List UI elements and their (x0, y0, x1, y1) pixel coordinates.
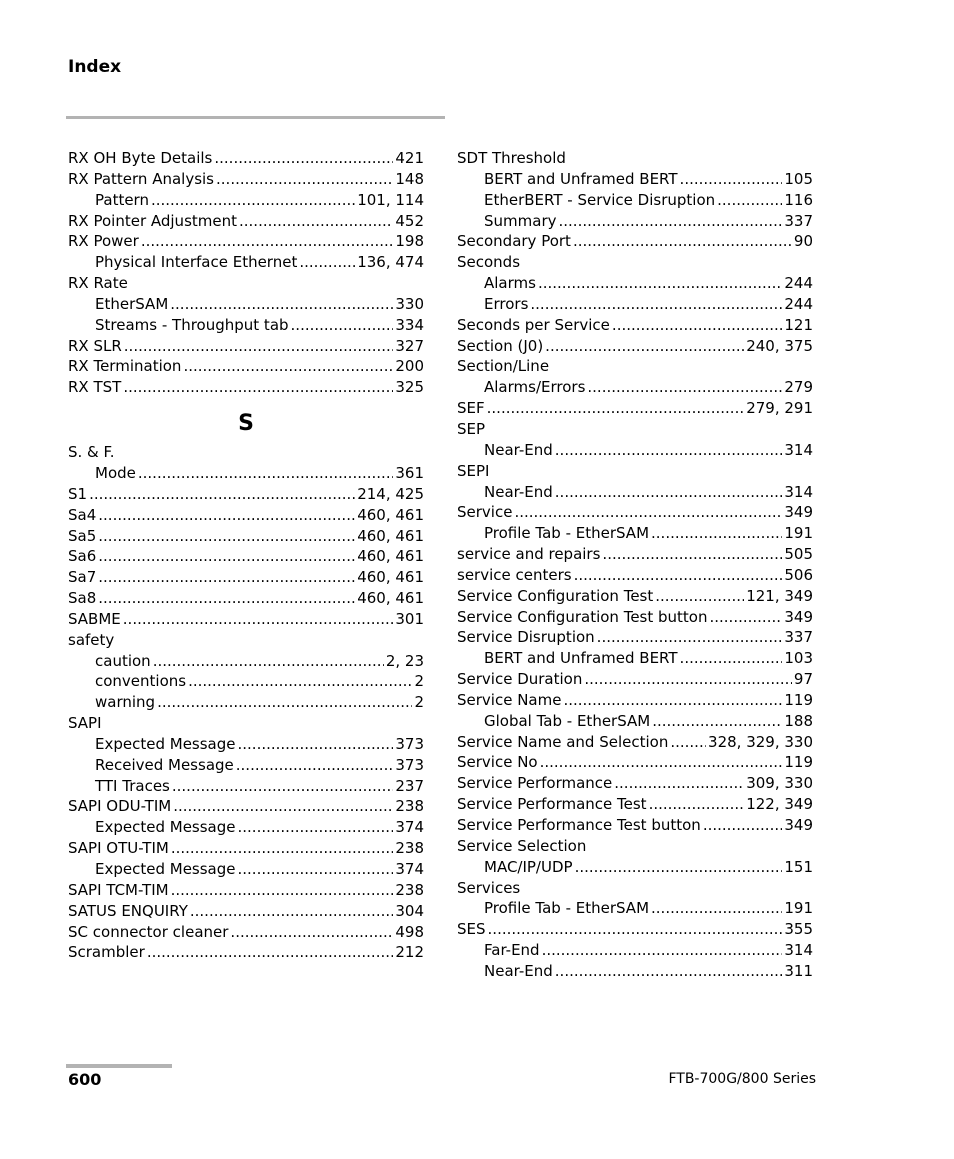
page-reference: 198 (395, 232, 424, 251)
page-reference: 309, 330 (746, 774, 813, 793)
index-term: Summary (484, 211, 557, 230)
dot-leader (153, 651, 384, 672)
index-entry (457, 627, 813, 648)
dot-leader (540, 752, 783, 773)
index-entry (457, 919, 813, 940)
index-term: warning (95, 693, 156, 712)
page-reference: 151 (784, 857, 813, 876)
dot-leader (709, 607, 782, 628)
header-rule (66, 116, 445, 119)
page-reference: 373 (395, 755, 424, 774)
section-letter: S (238, 411, 254, 437)
page-reference: 119 (784, 753, 813, 772)
dot-leader (655, 586, 744, 607)
index-term: Scrambler (68, 943, 145, 962)
dot-leader (171, 838, 394, 859)
page-reference: 279, 291 (746, 399, 813, 418)
index-entry (68, 880, 424, 901)
index-subentry (68, 651, 424, 672)
index-term: Errors (484, 294, 529, 313)
index-entry (457, 773, 813, 794)
dot-leader (141, 231, 394, 252)
page-reference: 330 (395, 294, 424, 313)
index-entry (68, 211, 424, 232)
page-reference: 2 (414, 693, 424, 712)
page-reference: 337 (784, 211, 813, 230)
page-reference: 244 (784, 274, 813, 293)
index-subentry (457, 273, 813, 294)
dot-leader (670, 732, 706, 753)
index-term: Far-End (484, 941, 540, 960)
footer-rule (66, 1064, 172, 1068)
index-term: Sa7 (68, 568, 97, 587)
page-reference: 121 (784, 315, 813, 334)
index-entry (457, 878, 813, 899)
index-term: Profile Tab - EtherSAM (484, 524, 650, 543)
index-term: SAPI OTU-TIM (68, 839, 169, 858)
dot-leader (151, 190, 355, 211)
index-term: RX OH Byte Details (68, 149, 213, 167)
index-term: Global Tab - EtherSAM (484, 711, 651, 730)
dot-leader (230, 922, 393, 943)
page-reference: 328, 329, 330 (708, 732, 813, 751)
index-term: Physical Interface Ethernet (95, 253, 298, 272)
index-term: SAPI TCM-TIM (68, 880, 169, 899)
index-term: Near-End (484, 440, 553, 459)
page-reference: 452 (395, 211, 424, 230)
dot-leader (612, 315, 782, 336)
index-term: Near-End (484, 961, 553, 980)
dot-leader (488, 919, 783, 940)
page-reference: 240, 375 (746, 336, 813, 355)
index-subentry (68, 776, 424, 797)
index-entry (457, 398, 813, 419)
index-term: conventions (95, 672, 187, 691)
index-term: SEPI (457, 461, 490, 480)
page-reference: 373 (395, 734, 424, 753)
index-subentry (68, 315, 424, 336)
page-heading: Index (68, 57, 122, 77)
page-reference: 200 (395, 357, 424, 376)
index-entry (457, 502, 813, 523)
index-subentry (457, 648, 813, 669)
index-term: Service Performance (457, 774, 613, 793)
index-entry (457, 544, 813, 565)
index-entry (68, 148, 424, 169)
index-term: Section (J0) (457, 336, 544, 355)
index-column-left (68, 148, 424, 963)
index-entry (68, 442, 424, 463)
dot-leader (703, 815, 783, 836)
index-entry (68, 588, 424, 609)
index-term: Service Name and Selection (457, 732, 669, 751)
index-term: SAPI (68, 714, 102, 733)
page-reference: 279 (784, 378, 813, 397)
page-reference: 103 (784, 649, 813, 668)
index-subentry (68, 755, 424, 776)
page-reference: 119 (784, 690, 813, 709)
page-reference: 374 (395, 860, 424, 878)
dot-leader (173, 796, 393, 817)
product-series: FTB-700G/800 Series (668, 1071, 816, 1087)
index-entry (457, 690, 813, 711)
page-reference: 460, 461 (357, 526, 424, 545)
index-term: service centers (457, 565, 572, 584)
index-entry (457, 794, 813, 815)
index-term: Alarms (484, 274, 536, 293)
index-term: SABME (68, 609, 121, 628)
dot-leader (559, 211, 783, 232)
index-entry (68, 796, 424, 817)
index-term: Seconds per Service (457, 315, 610, 334)
index-entry (68, 838, 424, 859)
dot-leader (98, 546, 355, 567)
page-reference: 421 (395, 149, 424, 167)
dot-leader (291, 315, 394, 336)
index-term: Alarms/Errors (484, 378, 586, 397)
dot-leader (542, 940, 783, 961)
index-term: Sa8 (68, 589, 97, 608)
index-entry (68, 922, 424, 943)
index-term: EtherBERT - Service Disruption (484, 190, 716, 209)
page-reference: 361 (395, 463, 424, 482)
index-term: Service (457, 503, 513, 522)
dot-leader (214, 148, 393, 169)
index-subentry (68, 734, 424, 755)
index-subentry (68, 190, 424, 211)
page-reference: 136, 474 (357, 253, 424, 272)
index-term: RX Termination (68, 357, 182, 376)
page-reference: 122, 349 (746, 795, 813, 814)
dot-leader (123, 609, 394, 630)
page-reference: 244 (784, 294, 813, 313)
index-term: Expected Message (95, 860, 236, 878)
index-term: RX SLR (68, 336, 122, 355)
index-term: BERT and Unframed BERT (484, 649, 678, 668)
index-entry (457, 461, 813, 482)
dot-leader (98, 588, 355, 609)
dot-leader (89, 484, 355, 505)
index-term: Streams - Throughput tab (95, 315, 289, 334)
page-reference: 237 (395, 776, 424, 795)
dot-leader (555, 961, 783, 982)
page-reference: 188 (784, 711, 813, 730)
page-reference: 238 (395, 880, 424, 899)
dot-leader (651, 523, 782, 544)
index-term: MAC/IP/UDP (484, 857, 573, 876)
index-term: Near-End (484, 482, 553, 501)
page-reference: 460, 461 (357, 547, 424, 566)
index-subentry (457, 898, 813, 919)
dot-leader (188, 671, 412, 692)
page-reference: 212 (395, 943, 424, 962)
page-reference: 101, 114 (357, 190, 424, 209)
index-entry (68, 630, 424, 651)
page-reference: 460, 461 (357, 505, 424, 524)
dot-leader (138, 463, 393, 484)
index-term: RX TST (68, 378, 122, 397)
index-term: Service No (457, 753, 538, 772)
page-reference: 505 (784, 545, 813, 564)
dot-leader (573, 231, 792, 252)
dot-leader (514, 502, 782, 523)
index-entry (68, 567, 424, 588)
index-entry (68, 169, 424, 190)
page-reference: 314 (784, 482, 813, 501)
index-subentry (68, 859, 424, 880)
index-subentry (68, 671, 424, 692)
index-term: S1 (68, 484, 88, 503)
index-term: RX Rate (68, 274, 128, 293)
index-term: Service Performance Test (457, 795, 647, 814)
dot-leader (680, 169, 783, 190)
page-reference: 304 (395, 901, 424, 920)
index-entry (68, 609, 424, 630)
index-term: Sa5 (68, 526, 97, 545)
index-term: Seconds (457, 253, 521, 272)
index-subentry (68, 252, 424, 273)
page-reference: 97 (793, 670, 813, 689)
index-term: Sa6 (68, 547, 97, 566)
index-entry (457, 356, 813, 377)
page-reference: 301 (395, 609, 424, 628)
index-term: Pattern (95, 190, 149, 209)
index-entry (68, 942, 424, 963)
index-term: Service Configuration Test button (457, 607, 708, 626)
index-subentry (457, 940, 813, 961)
dot-leader (538, 273, 782, 294)
index-subentry (68, 692, 424, 713)
dot-leader (190, 901, 393, 922)
page-reference: 460, 461 (357, 589, 424, 608)
index-subentry (457, 961, 813, 982)
index-term: SDT Threshold (457, 149, 566, 167)
index-subentry (457, 169, 813, 190)
index-entry (68, 546, 424, 567)
index-term: BERT and Unframed BERT (484, 169, 678, 188)
index-subentry (457, 523, 813, 544)
dot-leader (487, 398, 745, 419)
index-term: SAPI ODU-TIM (68, 797, 172, 816)
index-entry (457, 148, 813, 169)
index-subentry (457, 294, 813, 315)
index-entry (68, 505, 424, 526)
dot-leader (239, 211, 393, 232)
index-entry (457, 419, 813, 440)
index-subentry (457, 857, 813, 878)
index-term: Section/Line (457, 357, 550, 376)
index-term: SES (457, 920, 486, 939)
dot-leader (680, 648, 783, 669)
index-term: safety (68, 630, 115, 649)
dot-leader (614, 773, 744, 794)
index-term: SC connector cleaner (68, 922, 229, 941)
index-entry (68, 526, 424, 547)
dot-leader (649, 794, 745, 815)
index-term: RX Power (68, 232, 139, 251)
page-reference: 349 (784, 503, 813, 522)
index-term: Service Duration (457, 670, 583, 689)
dot-leader (530, 294, 782, 315)
dot-leader (299, 252, 355, 273)
dot-leader (575, 857, 783, 878)
page-reference: 105 (784, 169, 813, 188)
page-reference: 355 (784, 920, 813, 939)
page-reference: 337 (784, 628, 813, 647)
index-term: Secondary Port (457, 232, 571, 251)
dot-leader (123, 377, 393, 398)
index-subentry (457, 711, 813, 732)
dot-leader (238, 859, 394, 880)
page-reference: 374 (395, 818, 424, 837)
index-term: Service Disruption (457, 628, 595, 647)
page-reference: 334 (395, 315, 424, 334)
index-term: Service Performance Test button (457, 816, 701, 834)
index-entry (457, 252, 813, 273)
page-reference: 314 (784, 941, 813, 960)
dot-leader (238, 734, 394, 755)
index-term: Sa4 (68, 505, 97, 524)
index-term: caution (95, 651, 151, 670)
index-subentry (68, 817, 424, 838)
page-reference: 498 (395, 922, 424, 941)
index-column-right (457, 148, 813, 982)
page-reference: 325 (395, 378, 424, 397)
index-entry (457, 836, 813, 857)
dot-leader (545, 336, 744, 357)
index-term: Expected Message (95, 734, 236, 753)
index-entry (457, 732, 813, 753)
index-term: Service Configuration Test (457, 586, 654, 605)
page-reference: 349 (784, 816, 813, 834)
page-reference: 314 (784, 440, 813, 459)
dot-leader (124, 336, 394, 357)
dot-leader (602, 544, 782, 565)
page-reference: 90 (793, 232, 813, 251)
index-entry (457, 336, 813, 357)
index-entry (68, 356, 424, 377)
dot-leader (555, 482, 783, 503)
index-term: Service Selection (457, 836, 587, 855)
dot-leader (147, 942, 394, 963)
index-term: Expected Message (95, 818, 236, 837)
dot-leader (236, 755, 394, 776)
dot-leader (555, 440, 783, 461)
page-reference: 238 (395, 839, 424, 858)
dot-leader (651, 898, 782, 919)
dot-leader (584, 669, 792, 690)
dot-leader (98, 505, 355, 526)
dot-leader (574, 565, 783, 586)
dot-leader (98, 567, 355, 588)
page-reference: 327 (395, 336, 424, 355)
page-reference: 2, 23 (385, 651, 424, 670)
index-entry (68, 273, 424, 294)
index-subentry (457, 190, 813, 211)
dot-leader (183, 356, 393, 377)
index-subentry (457, 211, 813, 232)
index-entry (457, 565, 813, 586)
page-reference: 191 (784, 899, 813, 918)
dot-leader (172, 776, 393, 797)
index-entry (457, 586, 813, 607)
dot-leader (652, 711, 782, 732)
index-term: RX Pointer Adjustment (68, 211, 237, 230)
index-term: Profile Tab - EtherSAM (484, 899, 650, 918)
page-reference: 2 (414, 672, 424, 691)
page-reference: 238 (395, 797, 424, 816)
index-term: Services (457, 878, 521, 897)
index-term: RX Pattern Analysis (68, 169, 215, 188)
index-entry (68, 336, 424, 357)
index-entry (457, 231, 813, 252)
index-term: Mode (95, 463, 136, 482)
dot-leader (170, 294, 393, 315)
page-reference: 460, 461 (357, 568, 424, 587)
dot-leader (98, 526, 355, 547)
index-subentry (68, 463, 424, 484)
dot-leader (238, 817, 394, 838)
index-entry (68, 484, 424, 505)
index-term: EtherSAM (95, 294, 169, 313)
dot-leader (171, 880, 394, 901)
index-term: SEP (457, 419, 486, 438)
page-reference: 214, 425 (357, 484, 424, 503)
page-reference: 116 (784, 190, 813, 209)
page-number: 600 (68, 1070, 102, 1089)
index-entry (457, 752, 813, 773)
index-entry (457, 669, 813, 690)
index-term: SEF (457, 399, 485, 418)
index-term: Service Name (457, 690, 562, 709)
index-entry (68, 713, 424, 734)
index-entry (68, 231, 424, 252)
index-entry (457, 607, 813, 628)
index-term: S. & F. (68, 443, 115, 462)
index-term: SATUS ENQUIRY (68, 901, 188, 920)
dot-leader (563, 690, 782, 711)
index-subentry (457, 377, 813, 398)
page-reference: 349 (784, 607, 813, 626)
dot-leader (587, 377, 782, 398)
dot-leader (717, 190, 782, 211)
index-subentry (68, 294, 424, 315)
index-subentry (457, 482, 813, 503)
page-reference: 121, 349 (746, 586, 813, 605)
index-subentry (457, 440, 813, 461)
index-entry (68, 377, 424, 398)
index-term: Received Message (95, 755, 234, 774)
index-term: TTI Traces (95, 776, 170, 795)
dot-leader (157, 692, 412, 713)
page-reference: 191 (784, 524, 813, 543)
page-reference: 506 (784, 565, 813, 584)
index-entry (457, 315, 813, 336)
page-reference: 148 (395, 169, 424, 188)
index-term: service and repairs (457, 545, 601, 564)
dot-leader (216, 169, 393, 190)
index-entry (68, 901, 424, 922)
dot-leader (597, 627, 783, 648)
index-entry (457, 815, 813, 836)
page-reference: 311 (784, 961, 813, 980)
